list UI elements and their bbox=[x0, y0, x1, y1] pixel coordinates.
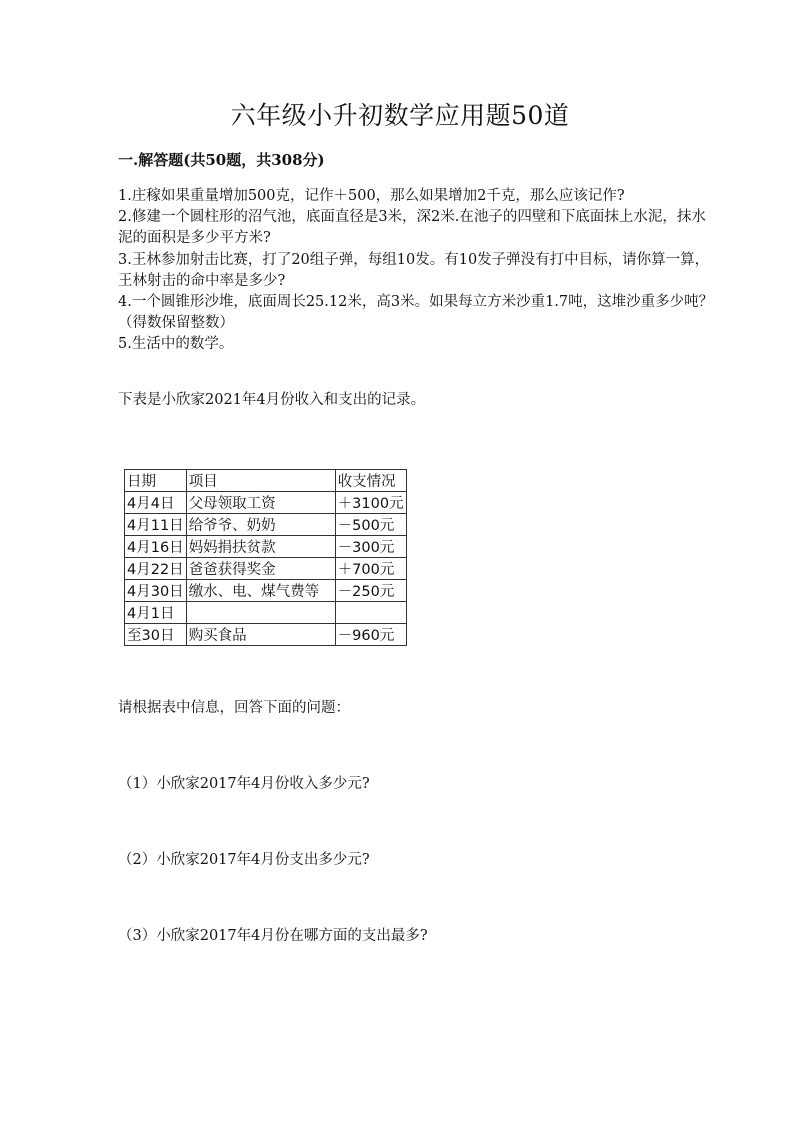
table-row bbox=[125, 536, 407, 558]
question-list bbox=[118, 186, 718, 356]
question-4: 4.一个圆锥形沙堆，底面周长25.12米，高3米。如果每立方米沙重1.7吨，这堆沙重多少吨？（得数保留整数） bbox=[118, 294, 714, 332]
header-amount: 收支情况 bbox=[335, 470, 406, 492]
page-title: 六年级小升初数学应用题50道 bbox=[230, 101, 570, 130]
sub-question-1: （1）小欣家2017年4月份收入多少元? bbox=[118, 776, 370, 792]
header-date: 日期 bbox=[125, 470, 187, 492]
sub-question-2: （2）小欣家2017年4月份支出多少元? bbox=[118, 852, 370, 868]
table-prompt: 请根据表中信息，回答下面的问题： bbox=[118, 700, 350, 716]
table-row bbox=[125, 558, 407, 580]
table-row bbox=[125, 624, 407, 646]
cell-date: 4月4日 bbox=[125, 492, 187, 514]
cell-date: 至30日 bbox=[125, 624, 187, 646]
cell-amount: ＋700元 bbox=[335, 558, 406, 580]
cell-item: 给爷爷、奶奶 bbox=[186, 514, 335, 536]
cell-amount: －300元 bbox=[335, 536, 406, 558]
cell-item bbox=[186, 602, 335, 624]
question-3: 3.王林参加射击比赛，打了20组子弹，每组10发。有10发子弹没有打中目标，请你算一算，王林射击的命中率是多少? bbox=[118, 251, 710, 289]
cell-date: 4月22日 bbox=[125, 558, 187, 580]
question-2: 2.修建一个圆柱形的沼气池，底面直径是3米，深2米.在池子的四壁和下底面抹上水泥，抹水泥的面积是多少平方米? bbox=[118, 209, 706, 247]
cell-amount: －960元 bbox=[335, 624, 406, 646]
table-row bbox=[125, 514, 407, 536]
cell-amount: －250元 bbox=[335, 580, 406, 602]
header-item: 项目 bbox=[186, 470, 335, 492]
cell-item: 缴水、电、煤气费等 bbox=[186, 580, 335, 602]
cell-amount bbox=[335, 602, 406, 624]
cell-item: 爸爸获得奖金 bbox=[186, 558, 335, 580]
cell-date: 4月1日 bbox=[125, 602, 187, 624]
cell-amount: －500元 bbox=[335, 514, 406, 536]
cell-amount: ＋3100元 bbox=[335, 492, 406, 514]
cell-item: 购买食品 bbox=[186, 624, 335, 646]
table-intro: 下表是小欣家2021年4月份收入和支出的记录。 bbox=[118, 392, 426, 408]
cell-date: 4月16日 bbox=[125, 536, 187, 558]
income-expense-table bbox=[124, 469, 407, 646]
table-row bbox=[125, 492, 407, 514]
section-heading: 一.解答题(共50题，共308分) bbox=[118, 151, 325, 169]
sub-question-3: （3）小欣家2017年4月份在哪方面的支出最多? bbox=[118, 928, 428, 944]
table-row bbox=[125, 602, 407, 624]
question-5: 5.生活中的数学。 bbox=[118, 336, 234, 353]
cell-item: 妈妈捐扶贫款 bbox=[186, 536, 335, 558]
table-row bbox=[125, 580, 407, 602]
cell-date: 4月30日 bbox=[125, 580, 187, 602]
table-header-row bbox=[125, 470, 407, 492]
question-1: 1.庄稼如果重量增加500克，记作＋500，那么如果增加2千克，那么应该记作? bbox=[118, 188, 625, 204]
cell-item: 父母领取工资 bbox=[186, 492, 335, 514]
cell-date: 4月11日 bbox=[125, 514, 187, 536]
